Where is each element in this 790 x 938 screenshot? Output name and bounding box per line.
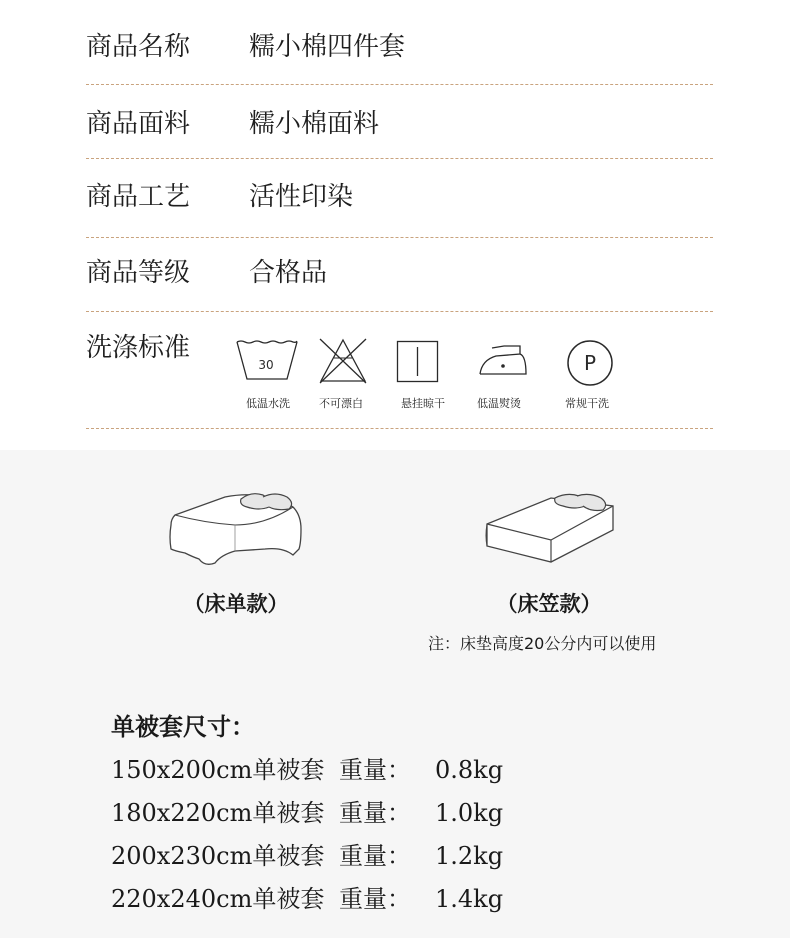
hang-dry-icon [396,340,440,384]
size-spec: 200x230cm单被套 [111,842,325,870]
wash-icon-label: 低温熨烫 [477,397,521,410]
product-grade-label: 商品等级 [86,258,191,288]
no-bleach-icon [318,337,368,385]
wash-icon-label: 常规干洗 [565,397,609,410]
product-name-label: 商品名称 [86,32,191,62]
weight-value: 0.8kg [435,756,504,784]
fitted-sheet-bed-icon [481,488,621,568]
weight-label: 重量： [339,756,411,784]
product-name-value: 糯小棉四件套 [249,32,406,62]
divider [86,428,713,429]
divider [86,237,713,238]
wash-icon-label: 悬挂晾干 [401,397,445,410]
wash-icon-label: 不可漂白 [319,397,363,410]
product-grade-value: 合格品 [249,258,328,288]
weight-label: 重量： [339,799,411,827]
low-iron-icon [476,342,532,378]
product-info-section [0,0,790,450]
product-craft-value: 活性印染 [249,182,354,212]
size-section-title: 单被套尺寸： [111,712,255,741]
dry-clean-letter: P [583,351,597,375]
size-spec: 150x200cm单被套 [111,756,325,784]
wash-basin-30-icon [235,338,299,382]
wash-standard-label: 洗涤标准 [86,333,191,363]
divider [86,158,713,159]
dry-clean-p-icon [566,339,614,387]
mattress-height-note: 注：床垫高度20公分内可以使用 [428,634,657,653]
fitted-sheet-caption: （床笠款） [496,592,602,616]
flat-sheet-bed-icon [165,485,315,570]
product-fabric-label: 商品面料 [86,109,191,139]
divider [86,311,713,312]
product-fabric-value: 糯小棉面料 [249,109,380,139]
weight-value: 1.2kg [435,842,504,870]
weight-value: 1.0kg [435,799,504,827]
weight-value: 1.4kg [435,885,504,913]
wash-icon-label: 低温水洗 [246,397,290,410]
size-spec: 180x220cm单被套 [111,799,325,827]
size-spec: 220x240cm单被套 [111,885,325,913]
divider [86,84,713,85]
wash-temp-text: 30 [258,358,274,372]
weight-label: 重量： [339,842,411,870]
weight-label: 重量： [339,885,411,913]
product-craft-label: 商品工艺 [86,182,191,212]
flat-sheet-caption: （床单款） [183,592,289,616]
